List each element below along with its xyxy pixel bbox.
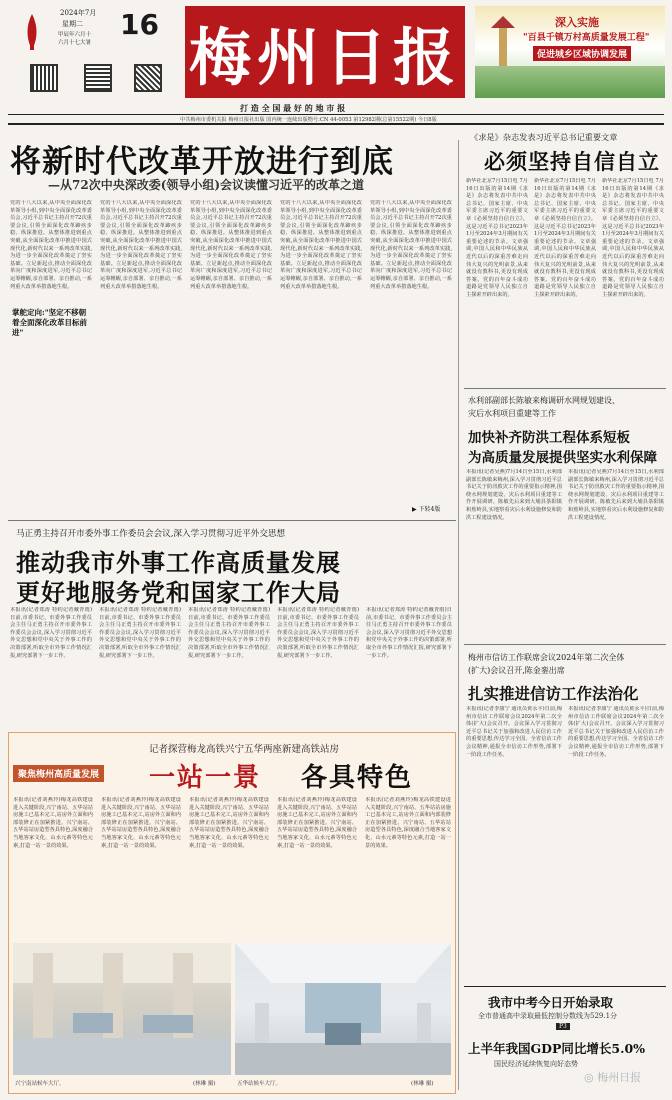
foreign-col-1 (10, 607, 92, 725)
qiushi-col-2 (534, 178, 596, 384)
photo-xingning-illustration (13, 943, 231, 1075)
water-body-b: 本报讯(记者吴燕)7月14日至15日,水利部副部长陈敏来梅州,深入学习贯彻习近平总书记关于防汛救灾工作的重要指示精神,围绕水网规划建设、灾后水利项目重建等工作开展调研。陈敏先后来到大埔县茶阳镇和蕉岭县,实地察看灾后水利设施修复和防洪工程建设情况。 (568, 469, 664, 521)
credit-left: (林琳 摄) (193, 1081, 216, 1087)
top-story (8, 128, 455, 516)
foreign-col-5 (366, 607, 452, 725)
water-col-1 (466, 469, 562, 637)
masthead-rule-top (8, 114, 664, 115)
banner-landmark-icon (485, 16, 521, 66)
qiushi-body-a: 新华社北京7月15日电 7月16日出版的第14期《求是》杂志将发表中共中央总书记、国家主席、中央军委主席习近平的重要文章《必须坚持自信自立》。这是习近平总书记2023年1月至2024年3月期间有关重要论述的节录。文章强调,中国人民和中华民族从近代以后的深重苦难走向伟大复兴的光明前景,从来就没有教科书,更没有现成答案。党的百年奋斗成功道路是党领导人民独立自主探索开辟出来的。 (466, 178, 528, 298)
caption-right: 五华站候车大厅。 (237, 1081, 282, 1087)
brief-box (464, 986, 666, 1096)
railway-col-4 (277, 797, 357, 937)
brief-sub-2: 国民经济延续恢复向好态势 (494, 1060, 578, 1068)
foreign-kicker: 马正勇主持召开市委外事工作委员会会议,深入学习贯彻习近平外交思想 (16, 529, 286, 539)
foreign-body-b: 本报讯(记者郑涛 特约记者戴青雨)日前,市委书记、市委外事工作委员会主任马正勇主持召开市委外事工作委员会会议,深入学习贯彻习近平外交思想和党中央关于外事工作的决策部署,听取全市外事工作情况汇报,研究部署下一步工作。 (99, 607, 181, 659)
top-story-pull-quote: 掌舵定向:"坚定不移朝着全面深化改革目标前进" (12, 308, 92, 338)
top-story-body-c: 党的十八大以来,从中央全面深化改革领导小组,到中央全面深化改革委员会,习近平总书记主持召开72次重要会议,引领全面深化改革蹄疾步稳、纵深推进。从整体推进到重点突破,从全面深化改革中推进中国式现代化,新时代以来一系列改革实践,为进一步全面深化改革奠定了坚实基础。立足新起点,推动全面深化改革向广度和深度进军,习近平总书记运筹帷幄,亲自部署、亲自推动,一系列重大改革举措落地生根。 (190, 200, 272, 290)
petition-article (464, 648, 666, 980)
railway-col-3 (189, 797, 269, 937)
photo-wuhua-hall (235, 943, 451, 1075)
water-col-2 (568, 469, 664, 637)
foreign-body-a: 本报讯(记者郑涛 特约记者戴青雨)日前,市委书记、市委外事工作委员会主任马正勇主持召开市委外事工作委员会会议,深入学习贯彻习近平外交思想和党中央关于外事工作的决策部署,听取全市外事工作情况汇报,研究部署下一步工作。 (10, 607, 92, 659)
lunar-line1: 甲辰年六月十 (58, 32, 92, 38)
banner-buildings (475, 66, 665, 98)
foreign-rule-top (8, 520, 456, 521)
petition-headline: 扎实推进信访工作法治化 (468, 684, 639, 703)
newspaper-title-block (185, 6, 465, 98)
top-story-col-5 (370, 200, 452, 500)
qr-code-right (134, 64, 162, 92)
newspaper-title: 梅州日报 (188, 20, 461, 94)
petition-kicker-2: (扩大)会议召开,陈金銮出席 (468, 666, 565, 675)
banner-line2: "百县千镇万村高质量发展工程" (523, 33, 650, 43)
qiushi-col-3 (602, 178, 664, 384)
photo-xingning-hall (13, 943, 231, 1075)
masthead (0, 0, 672, 122)
petition-body-a: 本报讯(记者李康宁 通讯员黄永平)日前,梅州市信访工作联席会议2024年第二次全体(扩大)会议召开。会议深入学习贯彻习近平总书记关于加强和改进人民信访工作的重要思想,传达学习全国、全省信访工作会议精神,通报全市信访工作形势,部署下一阶段工作任务。 (466, 706, 562, 758)
weekday-text: 星期二 (62, 20, 83, 28)
water-kicker-2: 灾后水利项目重建等工作 (468, 409, 556, 418)
railway-headline-1: 一站一景 (149, 763, 262, 793)
top-story-subhead: —从72次中央深改委(领导小组)会议读懂习近平的改革之道 (48, 178, 365, 192)
railway-body-e: 本报讯(记者刘燕玲)梅龙高铁建设进入关键阶段,兴宁南站、五华站站房施工已基本完工,站房外立面和内部装修正在加紧推进。兴宁南站、五华站站房造型各具特色,深度融合当地客家文化、山水元素等特色元素,打造一站一景的效果。 (365, 797, 451, 849)
top-story-col-3 (190, 200, 272, 510)
water-body-a: 本报讯(记者吴燕)7月14日至15日,水利部副部长陈敏来梅州,深入学习贯彻习近平总书记关于防汛救灾工作的重要指示精神,围绕水网规划建设、灾后水利项目重建等工作开展调研。陈敏先后来到大埔县茶阳镇和蕉岭县,实地察看灾后水利设施修复和防洪工程建设情况。 (466, 469, 562, 521)
logo-icon (24, 12, 40, 52)
foreign-headline-2: 更好地服务党和国家工作大局 (16, 578, 341, 607)
railway-article (8, 732, 456, 1094)
date-block (24, 8, 172, 58)
watermark (584, 1069, 641, 1085)
qiushi-col-1 (466, 178, 528, 384)
credit-right: (林琳 摄) (411, 1081, 434, 1087)
date-text: 2024年7月 (60, 9, 97, 17)
qr-code-mid (84, 64, 112, 92)
brief-sub-1: 全市普通高中录取最低控制分数线为529.1分 (478, 1012, 618, 1020)
qiushi-article (464, 130, 666, 386)
top-story-continued[interactable]: ▶ 下转4版 (412, 506, 441, 513)
masthead-slogan: 打 造 全 国 最 好 的 地 市 报 (240, 103, 346, 113)
foreign-body-d: 本报讯(记者郑涛 特约记者戴青雨)日前,市委书记、市委外事工作委员会主任马正勇主持召开市委外事工作委员会会议,深入学习贯彻习近平外交思想和党中央关于外事工作的决策部署,听取全市外事工作情况汇报,研究部署下一步工作。 (277, 607, 359, 659)
qiushi-body-b: 新华社北京7月15日电 7月16日出版的第14期《求是》杂志将发表中共中央总书记、国家主席、中央军委主席习近平的重要文章《必须坚持自信自立》。这是习近平总书记2023年1月至2024年3月期间有关重要论述的节录。文章强调,中国人民和中华民族从近代以后的深重苦难走向伟大复兴的光明前景,从来就没有教科书,更没有现成答案。党的百年奋斗成功道路是党领导人民独立自主探索开辟出来的。 (534, 178, 596, 298)
banner-line1: 深入实施 (555, 16, 599, 29)
water-kicker-1: 水利部副部长陈敏来梅调研水网规划建设、 (468, 396, 620, 405)
foreign-body-c: 本报讯(记者郑涛 特约记者戴青雨)日前,市委书记、市委外事工作委员会主任马正勇主持召开市委外事工作委员会会议,深入学习贯彻习近平外交思想和党中央关于外事工作的决策部署,听取全市外事工作情况汇报,研究部署下一步工作。 (188, 607, 270, 659)
watermark-icon: ◎ (584, 1071, 594, 1084)
masthead-rule-bottom (8, 123, 664, 125)
foreign-headline-1: 推动我市外事工作高质量发展 (16, 548, 341, 577)
masthead-meta: 中共梅州市委机关报 梅州日报社出版 国内统一连续出版物号:CN 44-0053 第12982期(总第15522期) 今日8版 (180, 117, 437, 123)
promo-banner (475, 6, 665, 98)
top-story-col-2 (100, 200, 182, 510)
top-story-col-1 (10, 200, 92, 510)
issue-number: 16 (120, 8, 159, 41)
top-story-body-b: 党的十八大以来,从中央全面深化改革领导小组,到中央全面深化改革委员会,习近平总书记主持召开72次重要会议,引领全面深化改革蹄疾步稳、纵深推进。从整体推进到重点突破,从全面深化改革中推进中国式现代化,新时代以来一系列改革实践,为进一步全面深化改革奠定了坚实基础。立足新起点,推动全面深化改革向广度和深度进军,习近平总书记运筹帷幄,亲自部署、亲自推动,一系列重大改革举措落地生根。 (100, 200, 182, 290)
qiushi-body-c: 新华社北京7月15日电 7月16日出版的第14期《求是》杂志将发表中共中央总书记、国家主席、中央军委主席习近平的重要文章《必须坚持自信自立》。这是习近平总书记2023年1月至2024年3月期间有关重要论述的节录。文章强调,中国人民和中华民族从近代以后的深重苦难走向伟大复兴的光明前景,从来就没有教科书,更没有现成答案。党的百年奋斗成功道路是党领导人民独立自主探索开辟出来的。 (602, 178, 664, 298)
caption-left: 兴宁南站候车大厅。 (15, 1081, 65, 1087)
qiushi-rule (464, 388, 666, 389)
column-divider-right (458, 140, 459, 1090)
qiushi-kicker: 《求是》杂志发表习近平总书记重要文章 (470, 132, 618, 142)
photo-wuhua-illustration (235, 943, 451, 1075)
railway-col-5 (365, 797, 451, 937)
top-story-col-4 (280, 200, 362, 510)
petition-kicker-1: 梅州市信访工作联席会议2024年第二次全体 (468, 653, 625, 662)
railway-body-c: 本报讯(记者刘燕玲)梅龙高铁建设进入关键阶段,兴宁南站、五华站站房施工已基本完工,站房外立面和内部装修正在加紧推进。兴宁南站、五华站站房造型各具特色,深度融合当地客家文化、山水元素等特色元素,打造一站一景的效果。 (189, 797, 269, 849)
top-story-more-label: 下转4版 (418, 506, 441, 513)
top-story-body-d: 党的十八大以来,从中央全面深化改革领导小组,到中央全面深化改革委员会,习近平总书记主持召开72次重要会议,引领全面深化改革蹄疾步稳、纵深推进。从整体推进到重点突破,从全面深化改革中推进中国式现代化,新时代以来一系列改革实践,为进一步全面深化改革奠定了坚实基础。立足新起点,推动全面深化改革向广度和深度进军,习近平总书记运筹帷幄,亲自部署、亲自推动,一系列重大改革举措落地生根。 (280, 200, 362, 290)
foreign-col-2 (99, 607, 181, 725)
railway-col-1 (13, 797, 93, 937)
railway-section-tag: 聚焦梅州高质量发展 (13, 765, 104, 782)
watermark-text: 梅州日报 (597, 1071, 642, 1084)
railway-kicker: 记者探营梅龙高铁兴宁五华两座新建高铁站房 (149, 744, 340, 755)
water-headline-1: 加快补齐防洪工程体系短板 (468, 430, 630, 446)
railway-col-2 (101, 797, 181, 937)
water-headline-2: 为高质量发展提供坚实水利保障 (468, 450, 657, 466)
lunar-line2: 六月十七大暑 (58, 40, 92, 46)
petition-body-b: 本报讯(记者李康宁 通讯员黄永平)日前,梅州市信访工作联席会议2024年第二次全体(扩大)会议召开。会议深入学习贯彻习近平总书记关于加强和改进人民信访工作的重要思想,传达学习全国、全省信访工作会议精神,通报全市信访工作形势,部署下一阶段工作任务。 (568, 706, 664, 758)
top-story-body-e: 党的十八大以来,从中央全面深化改革领导小组,到中央全面深化改革委员会,习近平总书记主持召开72次重要会议,引领全面深化改革蹄疾步稳、纵深推进。从整体推进到重点突破,从全面深化改革中推进中国式现代化,新时代以来一系列改革实践,为进一步全面深化改革奠定了坚实基础。立足新起点,推动全面深化改革向广度和深度进军,习近平总书记运筹帷幄,亲自部署、亲自推动,一系列重大改革举措落地生根。 (370, 200, 452, 290)
banner-line3: 促进城乡区域协调发展 (533, 46, 631, 61)
petition-col-1 (466, 706, 562, 978)
foreign-col-4 (277, 607, 359, 725)
water-rule (464, 644, 666, 645)
railway-body-a: 本报讯(记者刘燕玲)梅龙高铁建设进入关键阶段,兴宁南站、五华站站房施工已基本完工,站房外立面和内部装修正在加紧推进。兴宁南站、五华站站房造型各具特色,深度融合当地客家文化、山水元素等特色元素,打造一站一景的效果。 (13, 797, 93, 849)
foreign-body-e: 本报讯(记者郑涛 特约记者戴青雨)日前,市委书记、市委外事工作委员会主任马正勇主持召开市委外事工作委员会会议,深入学习贯彻习近平外交思想和党中央关于外事工作的决策部署,听取全市外事工作情况汇报,研究部署下一步工作。 (366, 607, 452, 659)
railway-body-d: 本报讯(记者刘燕玲)梅龙高铁建设进入关键阶段,兴宁南站、五华站站房施工已基本完工,站房外立面和内部装修正在加紧推进。兴宁南站、五华站站房造型各具特色,深度融合当地客家文化、山水元素等特色元素,打造一站一景的效果。 (277, 797, 357, 849)
petition-col-2 (568, 706, 664, 978)
brief-headline-1: 我市中考今日开始录取 (488, 995, 614, 1010)
qiushi-headline: 必须坚持自信自立 (484, 149, 660, 174)
top-story-headline: 将新时代改革开放进行到底 (10, 144, 394, 180)
railway-headline-2: 各具特色 (301, 763, 414, 793)
foreign-affairs-article (8, 523, 456, 728)
qr-code-left (30, 64, 58, 92)
foreign-col-3 (188, 607, 270, 725)
page-ref-badge[interactable]: P3 (556, 1023, 570, 1030)
top-story-body-a: 党的十八大以来,从中央全面深化改革领导小组,到中央全面深化改革委员会,习近平总书记主持召开72次重要会议,引领全面深化改革蹄疾步稳、纵深推进。从整体推进到重点突破,从全面深化改革中推进中国式现代化,新时代以来一系列改革实践,为进一步全面深化改革奠定了坚实基础。立足新起点,推动全面深化改革向广度和深度进军,习近平总书记运筹帷幄,亲自部署、亲自推动,一系列重大改革举措落地生根。 (10, 200, 92, 290)
railway-body-b: 本报讯(记者刘燕玲)梅龙高铁建设进入关键阶段,兴宁南站、五华站站房施工已基本完工,站房外立面和内部装修正在加紧推进。兴宁南站、五华站站房造型各具特色,深度融合当地客家文化、山水元素等特色元素,打造一站一景的效果。 (101, 797, 181, 849)
brief-headline-2: 上半年我国GDP同比增长5.0% (468, 1041, 646, 1056)
water-article (464, 391, 666, 641)
